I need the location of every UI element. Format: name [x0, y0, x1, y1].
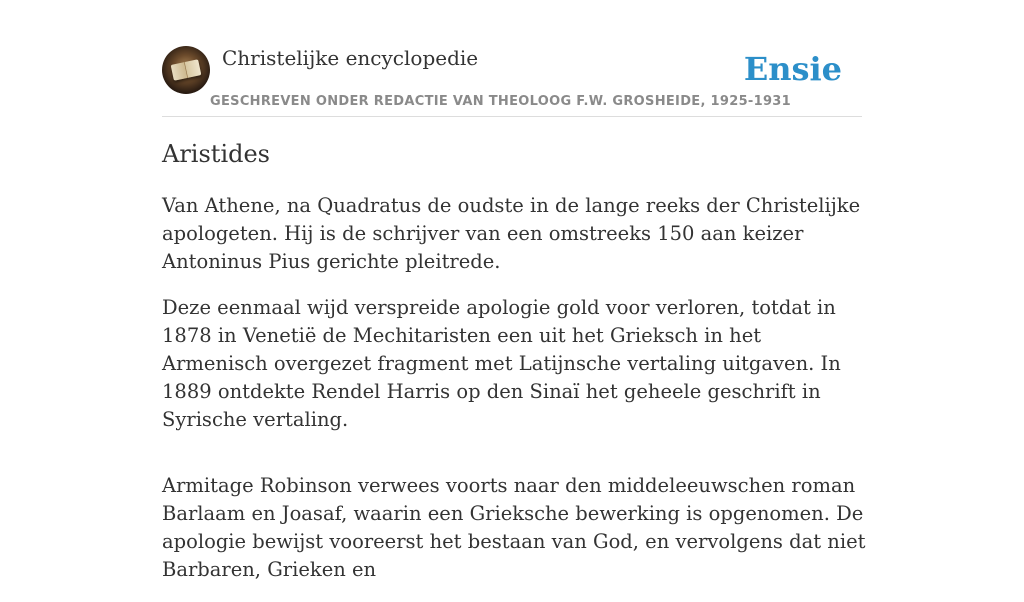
open-book-icon	[171, 59, 202, 80]
site-title[interactable]: Christelijke encyclopedie	[222, 46, 479, 70]
ensie-logo-link[interactable]: Ensie	[743, 50, 842, 88]
book-avatar-image[interactable]	[162, 46, 210, 94]
article-title: Aristides	[162, 140, 270, 168]
site-header	[162, 46, 862, 117]
article-body	[162, 192, 867, 602]
site-subtitle: GESCHREVEN ONDER REDACTIE VAN THEOLOOG F.W. GROSHEIDE, 1925-1931	[210, 94, 791, 109]
article-paragraph: Deze eenmaal wijd verspreide apologie gold voor verloren, totdat in 1878 in Venetië de Mechitaristen een uit het Grieksch in het Armenisch overgezet fragment met Latijnsche vertaling uitgaven. In 1889 ontdekte Rendel Harris op den Sinaï het geheele geschrift in Syrische vertaling.	[162, 296, 841, 431]
article-paragraph: Van Athene, na Quadratus de oudste in de lange reeks der Christelijke apologeten. Hij is de schrijver van een omstreeks 150 aan keizer Antoninus Pius gerichte pleitrede.	[162, 194, 861, 273]
article-paragraph: Armitage Robinson verwees voorts naar den middeleeuwschen roman Barlaam en Joasaf, waarin een Grieksche bewerking is opgenomen. De apologie bewijst vooreerst het bestaan van God, en vervolgens dat niet Barbaren, Grieken en	[162, 474, 866, 581]
